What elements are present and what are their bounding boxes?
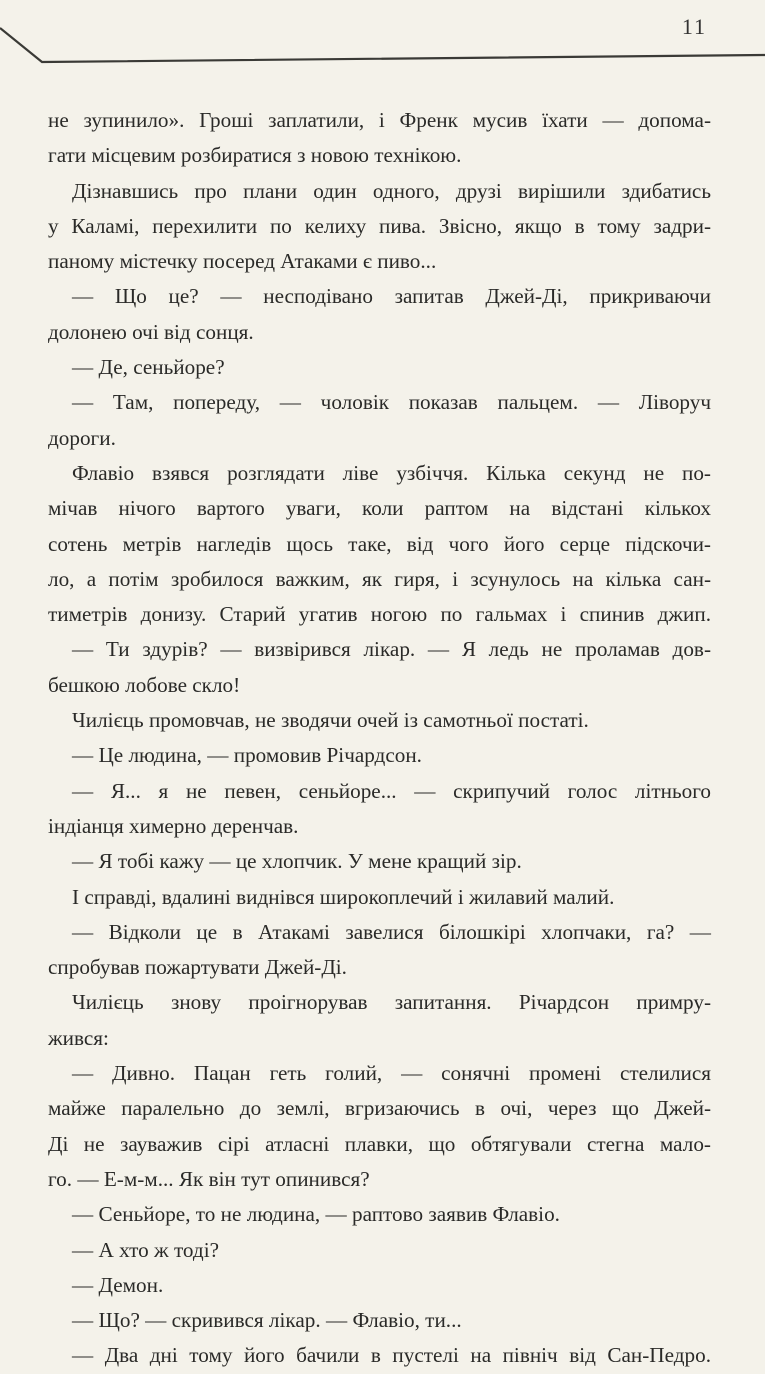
text-line: Чилієць знову проігнорував запитання. Річардсон примру- — [72, 990, 711, 1015]
text-line: — Сеньйоре, то не людина, — раптово заявив Флавіо. — [72, 1202, 560, 1227]
text-line: жився: — [48, 1025, 109, 1050]
text-line: — Відколи це в Атакамі завелися білошкірі хлопчаки, га? — — [72, 919, 711, 944]
text-line: дороги. — [48, 425, 116, 450]
text-line: — Що це? — несподівано запитав Джей-Ді, прикриваючи — [72, 284, 711, 309]
text-line: — Демон. — [72, 1272, 164, 1297]
body-text — [48, 103, 711, 1374]
text-line: бешкою лобове скло! — [48, 672, 241, 697]
text-line: у Каламі, перехилити по келиху пива. Звісно, якщо в тому задри- — [48, 213, 711, 238]
text-line: — Там, попереду, — чоловік показав пальцем. — Ліворуч — [72, 390, 711, 415]
text-line: І справді, вдалині виднівся широкоплечий і жилавий малий. — [72, 884, 615, 909]
text-line: го. — Е-м-м... Як він тут опинився? — [48, 1166, 370, 1191]
page-number: 11 — [681, 14, 707, 39]
text-line: індіанця химерно деренчав. — [48, 813, 299, 838]
text-line: ло, а потім зробилося важким, як гиря, і зсунулось на кілька сан- — [48, 566, 711, 591]
text-line: — А хто ж тоді? — [72, 1237, 219, 1262]
text-line: Дізнавшись про плани один одного, друзі вирішили здибатись — [72, 178, 711, 203]
text-line: — Це людина, — промовив Річардсон. — [72, 743, 422, 768]
text-line: паному містечку посеред Атаками є пиво... — [48, 249, 437, 274]
text-line: — Я... я не певен, сеньйоре... — скрипучий голос літнього — [72, 778, 711, 803]
text-line: не зупинило». Гроші заплатили, і Френк мусив їхати — допома- — [48, 108, 711, 132]
text-line: спробував пожартувати Джей-Ді. — [48, 955, 347, 980]
text-line: долонею очі від сонця. — [48, 319, 254, 344]
text-line: сотень метрів нагледів щось таке, від чого його серце підскочи- — [48, 531, 711, 556]
text-line: — Де, сеньйоре? — [72, 355, 225, 380]
text-line: Ді не зауважив сірі атласні плавки, що обтягували стегна мало- — [48, 1131, 711, 1156]
text-line: — Я тобі кажу — це хлопчик. У мене кращий зір. — [72, 849, 522, 874]
text-line: — Два дні тому його бачили в пустелі на північ від Сан-Педро. — [72, 1343, 711, 1368]
text-line: Чилієць промовчав, не зводячи очей із самотньої постаті. — [72, 708, 589, 733]
text-line: Флавіо взявся розглядати ліве узбіччя. Кілька секунд не по- — [72, 460, 711, 485]
text-line: гати місцевим розбиратися з новою технікою. — [48, 143, 462, 168]
text-line: тиметрів донизу. Старий угатив ногою по гальмах і спинив джип. — [48, 602, 711, 627]
text-line: — Дивно. Пацан геть голий, — сонячні промені стелилися — [72, 1061, 711, 1086]
header-rule-decoration — [0, 0, 765, 80]
page-header — [0, 0, 765, 80]
text-line: — Що? — скривився лікар. — Флавіо, ти... — [72, 1308, 462, 1333]
text-line: мічав нічого вартого уваги, коли раптом на відстані кількох — [48, 496, 711, 521]
text-line: майже паралельно до землі, вгризаючись в очі, через що Джей- — [48, 1096, 711, 1121]
text-line: — Ти здурів? — визвірився лікар. — Я ледь не проламав дов- — [72, 637, 711, 662]
